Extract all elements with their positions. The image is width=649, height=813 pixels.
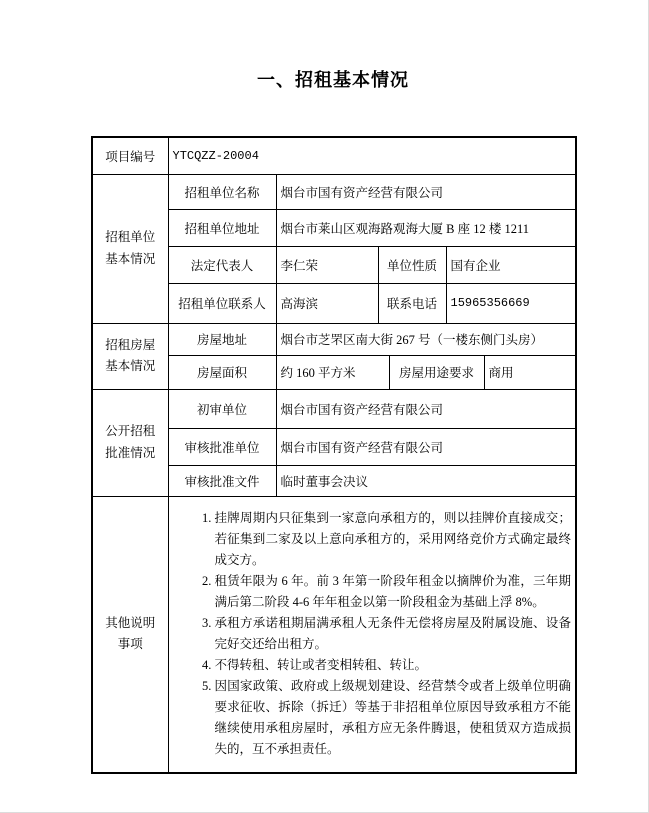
unit-name-label: 招租单位名称 <box>168 174 276 209</box>
note-item: 5. 因国家政策、政府或上级规划建设、经营禁令或者上级单位明确要求征收、拆除（拆迁）等基于非招租单位原因导致承租方不能继续使用承租房屋时，承租方应无条件腾退，使租赁双方造成损失的，互不承担责任。 <box>215 676 572 760</box>
legal-rep-value: 李仁荣 <box>276 246 378 283</box>
house-usage-value: 商用 <box>484 355 576 389</box>
first-review-value: 烟台市国有资产经营有限公司 <box>276 389 576 428</box>
approval-doc-value: 临时董事会决议 <box>276 465 576 496</box>
house-section-label: 招租房屋基本情况 <box>92 323 168 389</box>
first-review-label: 初审单位 <box>168 389 276 428</box>
approval-unit-value: 烟台市国有资产经营有限公司 <box>276 428 576 465</box>
unit-address-value: 烟台市莱山区观海路观海大厦 B 座 12 楼 1211 <box>276 209 576 246</box>
unit-contact-value: 高海滨 <box>276 283 378 323</box>
unit-contact-label: 招租单位联系人 <box>168 283 276 323</box>
legal-rep-label: 法定代表人 <box>168 246 276 283</box>
note-item: 4. 不得转租、转让或者变相转租、转让。 <box>215 655 572 676</box>
house-usage-label: 房屋用途要求 <box>389 355 484 389</box>
unit-name-value: 烟台市国有资产经营有限公司 <box>276 174 576 209</box>
unit-section-label: 招租单位基本情况 <box>92 174 168 323</box>
page-title: 一、招租基本情况 <box>257 70 409 90</box>
unit-type-value: 国有企业 <box>446 246 576 283</box>
project-number-value: YTCQZZ-20004 <box>168 137 576 174</box>
rental-info-table <box>91 136 577 774</box>
house-area-value: 约 160 平方米 <box>276 355 389 389</box>
approval-doc-label: 审核批准文件 <box>168 465 276 496</box>
table-row <box>92 496 576 773</box>
other-section-label: 其他说明事项 <box>92 496 168 773</box>
house-address-label: 房屋地址 <box>168 323 276 355</box>
table-row <box>92 174 576 209</box>
phone-value: 15965356669 <box>446 283 576 323</box>
table-row <box>92 137 576 174</box>
table-row <box>92 389 576 428</box>
unit-address-label: 招租单位地址 <box>168 209 276 246</box>
note-item: 1. 挂牌周期内只征集到一家意向承租方的，则以挂牌价直接成交；若征集到二家及以上意向承租方的，采用网络竞价方式确定最终成交方。 <box>215 508 572 571</box>
notes-list <box>173 508 572 760</box>
table-row <box>92 323 576 355</box>
phone-label: 联系电话 <box>378 283 446 323</box>
note-item: 3. 承租方承诺租期届满承租人无条件无偿将房屋及附属设施、设备完好交还给出租方。 <box>215 613 572 655</box>
other-notes-cell <box>168 496 576 773</box>
unit-type-label: 单位性质 <box>378 246 446 283</box>
approval-unit-label: 审核批准单位 <box>168 428 276 465</box>
project-number-label: 项目编号 <box>92 137 168 174</box>
house-area-label: 房屋面积 <box>168 355 276 389</box>
approval-section-label: 公开招租批准情况 <box>92 389 168 496</box>
note-item: 2. 租赁年限为 6 年。前 3 年第一阶段年租金以摘牌价为准，三年期满后第二阶段 4-6 年年租金以第一阶段租金为基础上浮 8%。 <box>215 571 572 613</box>
house-address-value: 烟台市芝罘区南大街 267 号（一楼东侧门头房） <box>276 323 576 355</box>
